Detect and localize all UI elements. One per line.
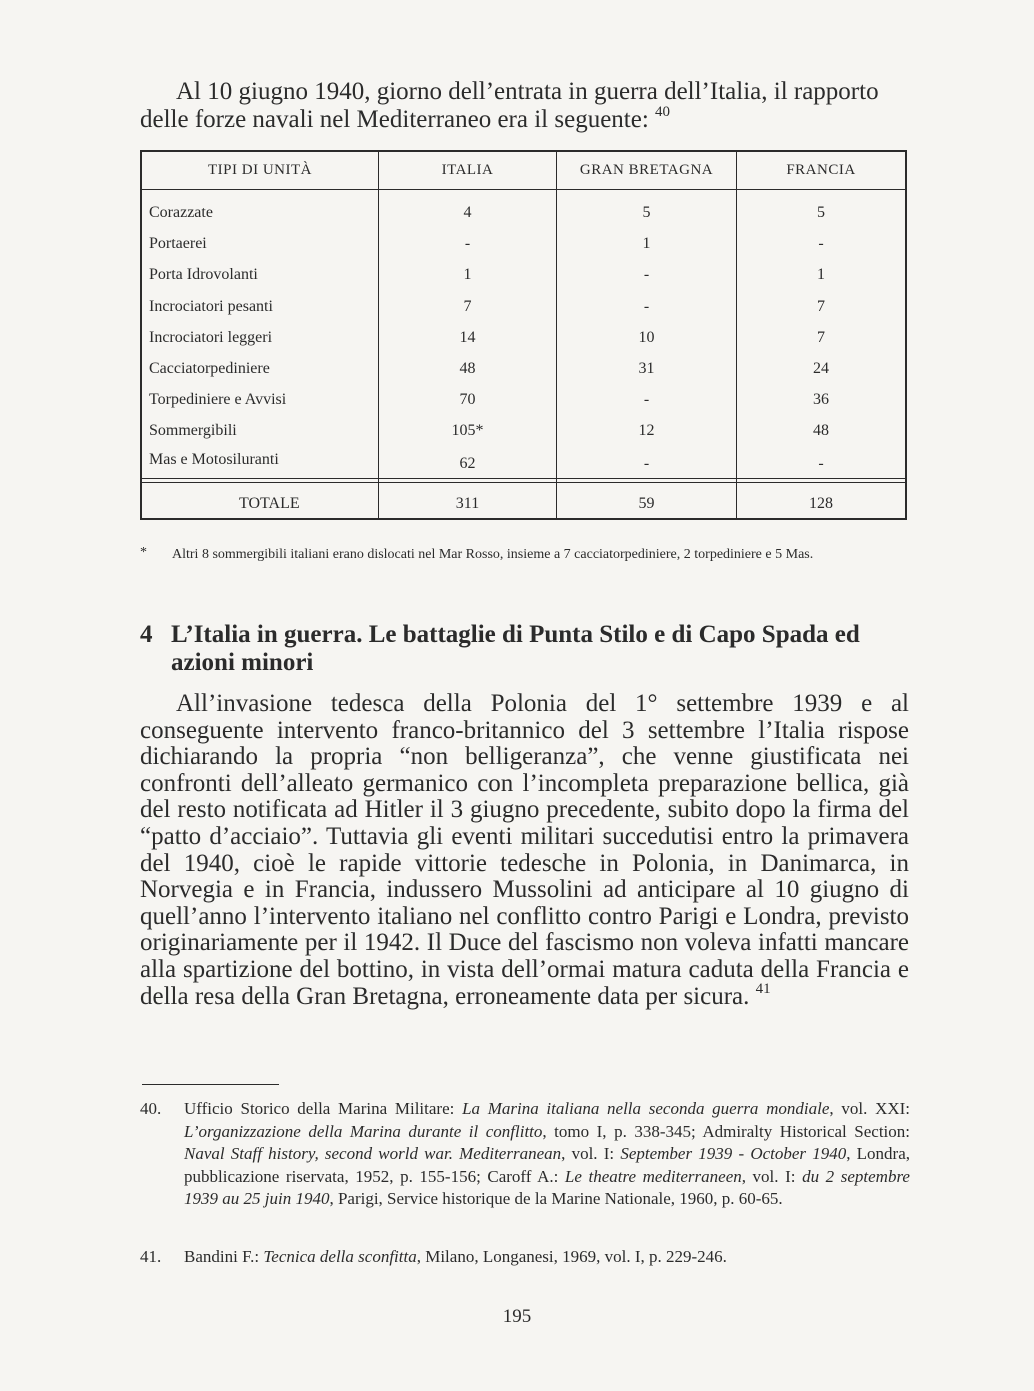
cell-gb: 1 (642, 235, 651, 252)
cell-francia: 7 (817, 329, 825, 346)
body-paragraph: All’invasione tedesca della Polonia del 1° settembre 1939 e al conseguente intervento franco-britannico del 3 settembre l’Italia rispose dichiarando la propria “non belligeranza”, che venne giustificata nei confronti dell’alleato germanico con l’incompleta preparazione bellica, già del resto notificata ad Hitler il 3 giugno precedente, subito dopo la firma del “patto d’acciaio”. Tuttavia gli eventi militari succedutisi entro la primavera del 1940, cioè le rapide vittorie tedesche in Polonia, in Danimarca, in Norvegia e in Francia, indussero Mussolini ad anticipare al 10 giugno di quell’anno l’intervento italiano nel conflitto contro Parigi e Londra, previsto originariamente per il 1942. Il Duce del fascismo non voleva infatti mancare alla spartizione del bottino, in vista dell’ormai matura caduta della Francia e della resa della Gran Bretagna, erroneamente data per sicura. $^{41}$ (140, 690, 909, 1010)
table-row (142, 384, 905, 415)
cell-gb: 12 (638, 422, 655, 439)
cell-type: Torpediniere e Avvisi (149, 391, 287, 408)
cell-francia: - (818, 455, 824, 472)
cell-italia: 48 (459, 360, 476, 377)
cell-type: Corazzate (149, 204, 213, 221)
cell-gb: 31 (638, 360, 655, 377)
cell-italia: 14 (459, 329, 476, 346)
table-row (142, 322, 905, 353)
table-row (142, 291, 905, 322)
naval-forces-table (140, 150, 907, 520)
cell-gb: - (643, 266, 650, 283)
cell-francia: 5 (817, 204, 825, 221)
cell-italia: 105* (451, 422, 484, 439)
footnote-separator (142, 1084, 279, 1085)
cell-italia: 70 (459, 391, 476, 408)
footnote-text: Ufficio Storico della Marina Militare: La Marina italiana nella seconda guerra mondiale, vol. XXI: L’organizzazione della Marina durante il conflitto, tomo I, p. 338-345; Admiralty Historical Section: Naval Staff history, second world war. Mediterranean, vol. I: September 1939 - October 1940, Londra, pubblicazione riservata, 1952, p. 155-156; Caroff A.: Le theatre mediterraneen, vol. I: du 2 septembre 1939 au 25 juin 1940, Parigi, Service historique de la Marine Nationale, 1960, p. 60-65. (184, 1099, 911, 1208)
cell-type: Incrociatori leggeri (149, 329, 273, 346)
cell-type: Portaerei (149, 235, 207, 252)
table-row (142, 353, 905, 384)
cell-type: Cacciatorpediniere (149, 360, 270, 377)
header-francia: FRANCIA (786, 162, 856, 178)
cell-type: Mas e Motosiluranti (149, 451, 279, 468)
table-row (142, 444, 905, 475)
cell-francia: - (818, 235, 824, 252)
cell-gb: 10 (638, 329, 655, 346)
total-label: TOTALE (239, 495, 300, 512)
header-italia: ITALIA (441, 162, 494, 178)
cell-gb: - (643, 391, 650, 408)
note-marker: * (140, 545, 147, 560)
cell-francia: 1 (817, 266, 825, 283)
cell-italia: 7 (463, 298, 472, 315)
footnote-ref-41[interactable]: 41 (755, 980, 771, 997)
table-row (142, 228, 905, 259)
page-number: 195 (502, 1306, 532, 1327)
table-row (142, 415, 905, 446)
cell-gb: 5 (642, 204, 651, 221)
footnote-text: Bandini F.: Tecnica della sconfitta, Milano, Longanesi, 1969, vol. I, p. 229-246. (184, 1247, 727, 1266)
total-gb: 59 (638, 495, 655, 512)
table-row (142, 197, 905, 228)
cell-gb: - (643, 455, 650, 472)
table-row (142, 259, 905, 290)
cell-type: Incrociatori pesanti (149, 298, 273, 315)
header-type: TIPI DI UNITÀ (208, 162, 312, 178)
cell-type: Porta Idrovolanti (149, 266, 258, 283)
section-number: 4 (140, 621, 153, 648)
cell-francia: 48 (813, 422, 829, 439)
cell-francia: 24 (813, 360, 829, 377)
note-text: Altri 8 sommergibili italiani erano dislocati nel Mar Rosso, insieme a 7 cacciatorpediniere, 2 torpediniere e 5 Mas. (172, 547, 814, 562)
cell-type: Sommergibili (149, 422, 237, 439)
total-divider-lower (142, 482, 905, 483)
cell-francia: 36 (813, 391, 829, 408)
cell-gb: - (643, 298, 650, 315)
footnote-ref-40[interactable]: 40 (655, 104, 671, 120)
header-gran-bretagna: GRAN BRETAGNA (579, 162, 714, 178)
cell-italia: 4 (463, 204, 472, 221)
section-title: L’Italia in guerra. Le battaglie di Punta Stilo e di Capo Spada ed azioni minori (171, 621, 860, 676)
intro-paragraph: Al 10 giugno 1940, giorno dell’entrata in guerra dell’Italia, il rapporto delle forze navali nel Mediterraneo era il seguente: $^{40}$ (140, 78, 879, 133)
footnote-number: 41. (140, 1247, 162, 1266)
cell-francia: 7 (817, 298, 825, 315)
cell-italia: - (464, 235, 471, 252)
total-italia: 311 (455, 495, 480, 512)
header-divider (142, 189, 905, 190)
cell-italia: 1 (463, 266, 472, 283)
cell-italia: 62 (459, 455, 476, 472)
total-francia: 128 (809, 495, 833, 512)
footnote-number: 40. (140, 1099, 162, 1118)
